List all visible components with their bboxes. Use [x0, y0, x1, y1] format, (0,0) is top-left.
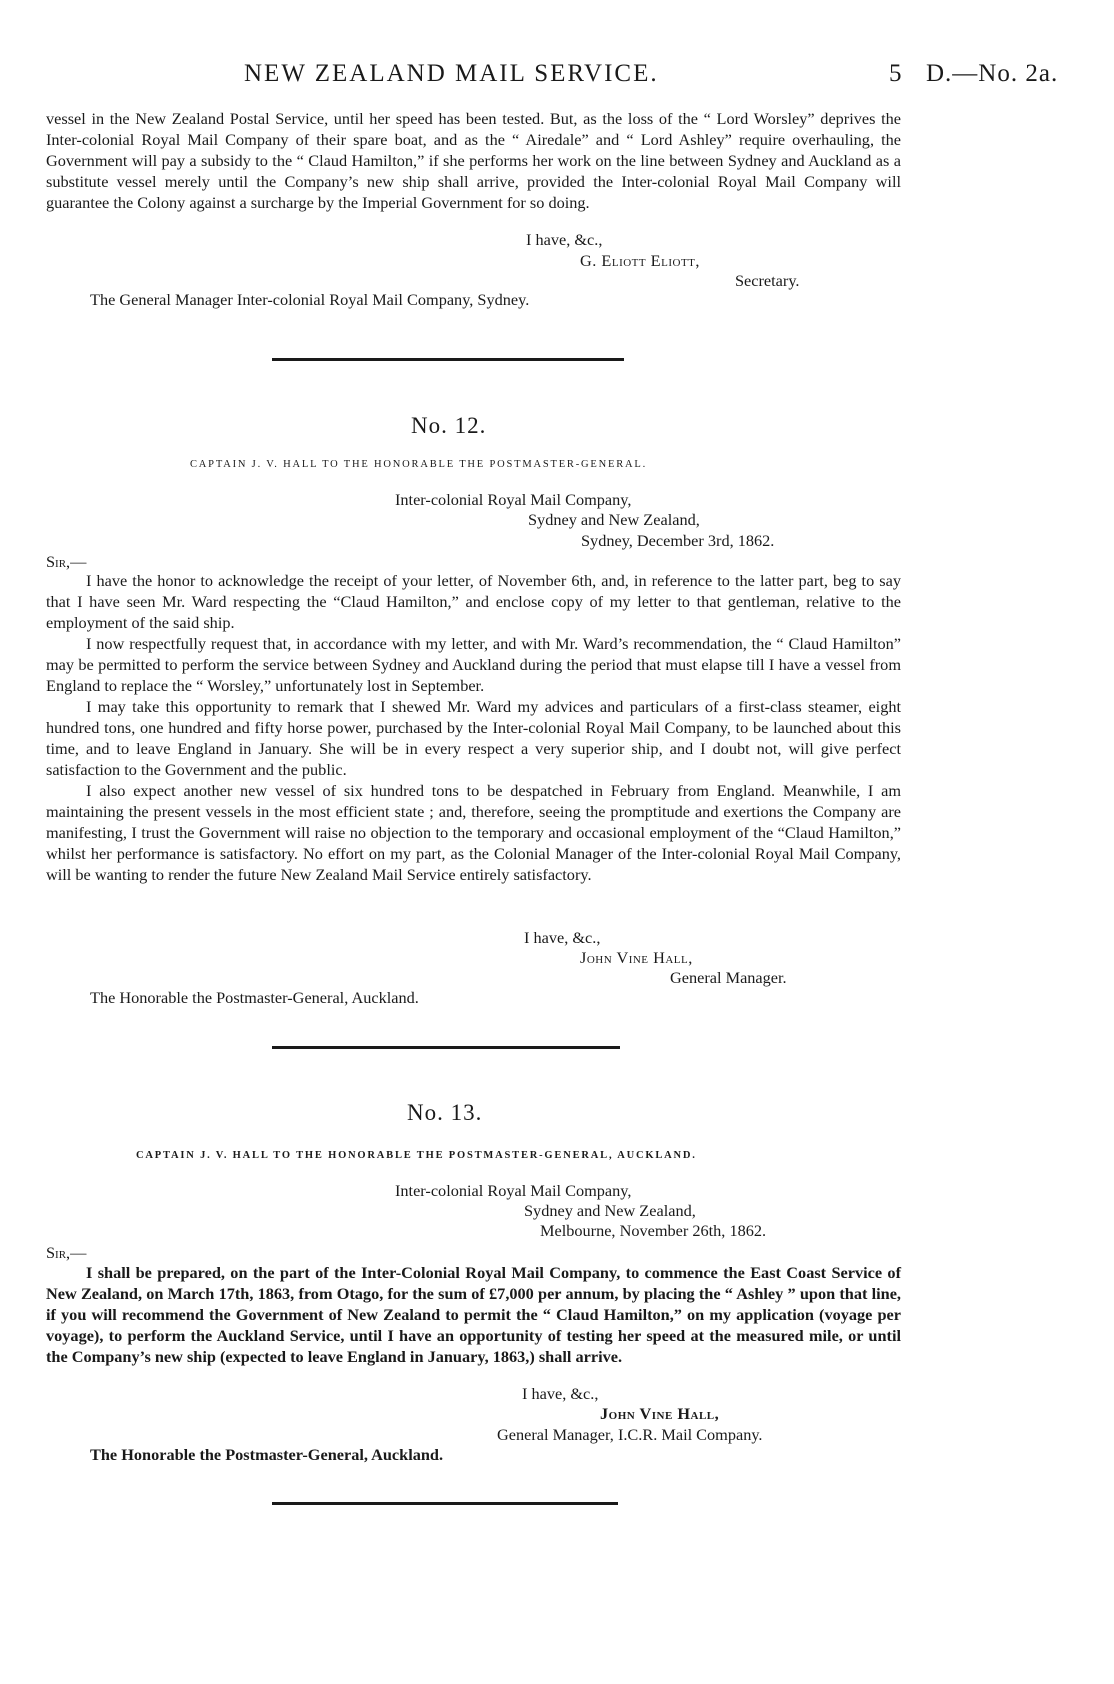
- letter-12-signer: John Vine Hall,: [580, 948, 693, 967]
- letter-13-addressee: The Honorable the Postmaster-General, Auckland.: [90, 1445, 444, 1464]
- letter-12-closing: I have, &c.,: [524, 928, 601, 947]
- letter-12-salutation: Sir,—: [46, 552, 87, 571]
- letter-13-number: No. 13.: [407, 1100, 483, 1125]
- page-header: [46, 60, 1076, 92]
- letter-12-paragraph: I now respectfully request that, in accordance with my letter, and with Mr. Ward’s recommendation, the “ Claud Hamilton” may be permitted to perform the service between Sydney and Auckland during the period that must elapse till I have a vessel from England to replace the “ Worsley,” unfortunately lost in September.: [46, 634, 901, 695]
- page-number: 5: [889, 60, 902, 87]
- intro-addressee: The General Manager Inter-colonial Royal Mail Company, Sydney.: [90, 290, 530, 309]
- document-reference: D.—No. 2a.: [926, 60, 1059, 87]
- intro-paragraph: vessel in the New Zealand Postal Service, until her speed has been tested. But, as the loss of the “ Lord Worsley” deprives the Inter-colonial Royal Mail Company of their spare boat, and as the “ Airedale” and “ Lord Ashley” require overhauling, the Government will pay a subsidy to the “ Claud Hamilton,” if she performs her work on the line between Sydney and Auckland as a substitute vessel merely until the Company’s new ship shall arrive, provided the Inter-colonial Royal Mail Company will guarantee the Colony against a surcharge by the Imperial Government for so doing.: [46, 109, 901, 212]
- letter-12-signer-title: General Manager.: [670, 968, 787, 987]
- letter-13-address-line-1: Inter-colonial Royal Mail Company,: [395, 1181, 632, 1200]
- letter-12-number: No. 12.: [411, 413, 487, 438]
- letter-13-signer-title: General Manager, I.C.R. Mail Company.: [497, 1425, 763, 1444]
- letter-12-address-line-3: Sydney, December 3rd, 1862.: [581, 531, 775, 550]
- letter-13-salutation: Sir,—: [46, 1243, 87, 1262]
- section-divider: [272, 1046, 620, 1049]
- letter-12-addressee: The Honorable the Postmaster-General, Auckland.: [90, 988, 419, 1007]
- section-divider: [272, 1502, 618, 1505]
- letter-13-address-line-2: Sydney and New Zealand,: [524, 1201, 696, 1220]
- intro-signer-title: Secretary.: [735, 271, 800, 290]
- letter-13-closing: I have, &c.,: [522, 1384, 599, 1403]
- letter-12-paragraph: I also expect another new vessel of six hundred tons to be despatched in February from England. Meanwhile, I am maintaining the present vessels in the most efficient state ; and, therefore, seeing the promptitude and exertions the Company are manifesting, I trust the Government will raise no objection to the temporary and occasional employment of the “Claud Hamilton,” whilst her performance is satisfactory. No effort on my part, as the Colonial Manager of the Inter-colonial Royal Mail Company, will be wanting to render the future New Zealand Mail Service entirely satisfactory.: [46, 781, 901, 884]
- letter-12-paragraph: I may take this opportunity to remark that I shewed Mr. Ward my advices and particulars of a first-class steamer, eight hundred tons, one hundred and fifty horse power, purchased by the Inter-colonial Royal Mail Company, to be launched about this time, and to leave England in January. She will be in every respect a very superior ship, and I doubt not, will give perfect satisfaction to the Government and the public.: [46, 697, 901, 779]
- letter-13-address-line-3: Melbourne, November 26th, 1862.: [540, 1221, 767, 1240]
- letter-12-body: [46, 570, 901, 885]
- intro-paragraph-block: [46, 108, 901, 213]
- letter-12-address-line-1: Inter-colonial Royal Mail Company,: [395, 490, 632, 509]
- letter-12-paragraph: I have the honor to acknowledge the receipt of your letter, of November 6th, and, in reference to the latter part, beg to say that I have seen Mr. Ward respecting the “Claud Hamilton,” and enclose copy of my letter to that gentleman, relative to the employment of the said ship.: [46, 571, 901, 632]
- letter-13-paragraph: I shall be prepared, on the part of the Inter-Colonial Royal Mail Company, to commence the East Coast Service of New Zealand, on March 17th, 1863, from Otago, for the sum of £7,000 per annum, by placing the “ Ashley ” upon that line, if you will recommend the Government of New Zealand to permit the “ Claud Hamilton,” on my application (voyage per voyage), to perform the Auckland Service, until I have an opportunity of testing her speed at the measured mile, or until the Company’s new ship (expected to leave England in January, 1863,) shall arrive.: [46, 1263, 901, 1366]
- letter-12-address-line-2: Sydney and New Zealand,: [528, 510, 700, 529]
- letter-13-body: [46, 1262, 901, 1367]
- letter-13-caption: CAPTAIN J. V. HALL TO THE HONORABLE THE POSTMASTER-GENERAL, AUCKLAND.: [136, 1150, 697, 1161]
- section-divider: [272, 358, 624, 361]
- letter-12-caption: CAPTAIN J. V. HALL TO THE HONORABLE THE POSTMASTER-GENERAL.: [190, 459, 648, 470]
- running-title: NEW ZEALAND MAIL SERVICE.: [244, 60, 659, 87]
- intro-signer: G. Eliott Eliott,: [580, 251, 700, 270]
- letter-13-signer: John Vine Hall,: [600, 1404, 720, 1423]
- intro-closing: I have, &c.,: [526, 230, 603, 249]
